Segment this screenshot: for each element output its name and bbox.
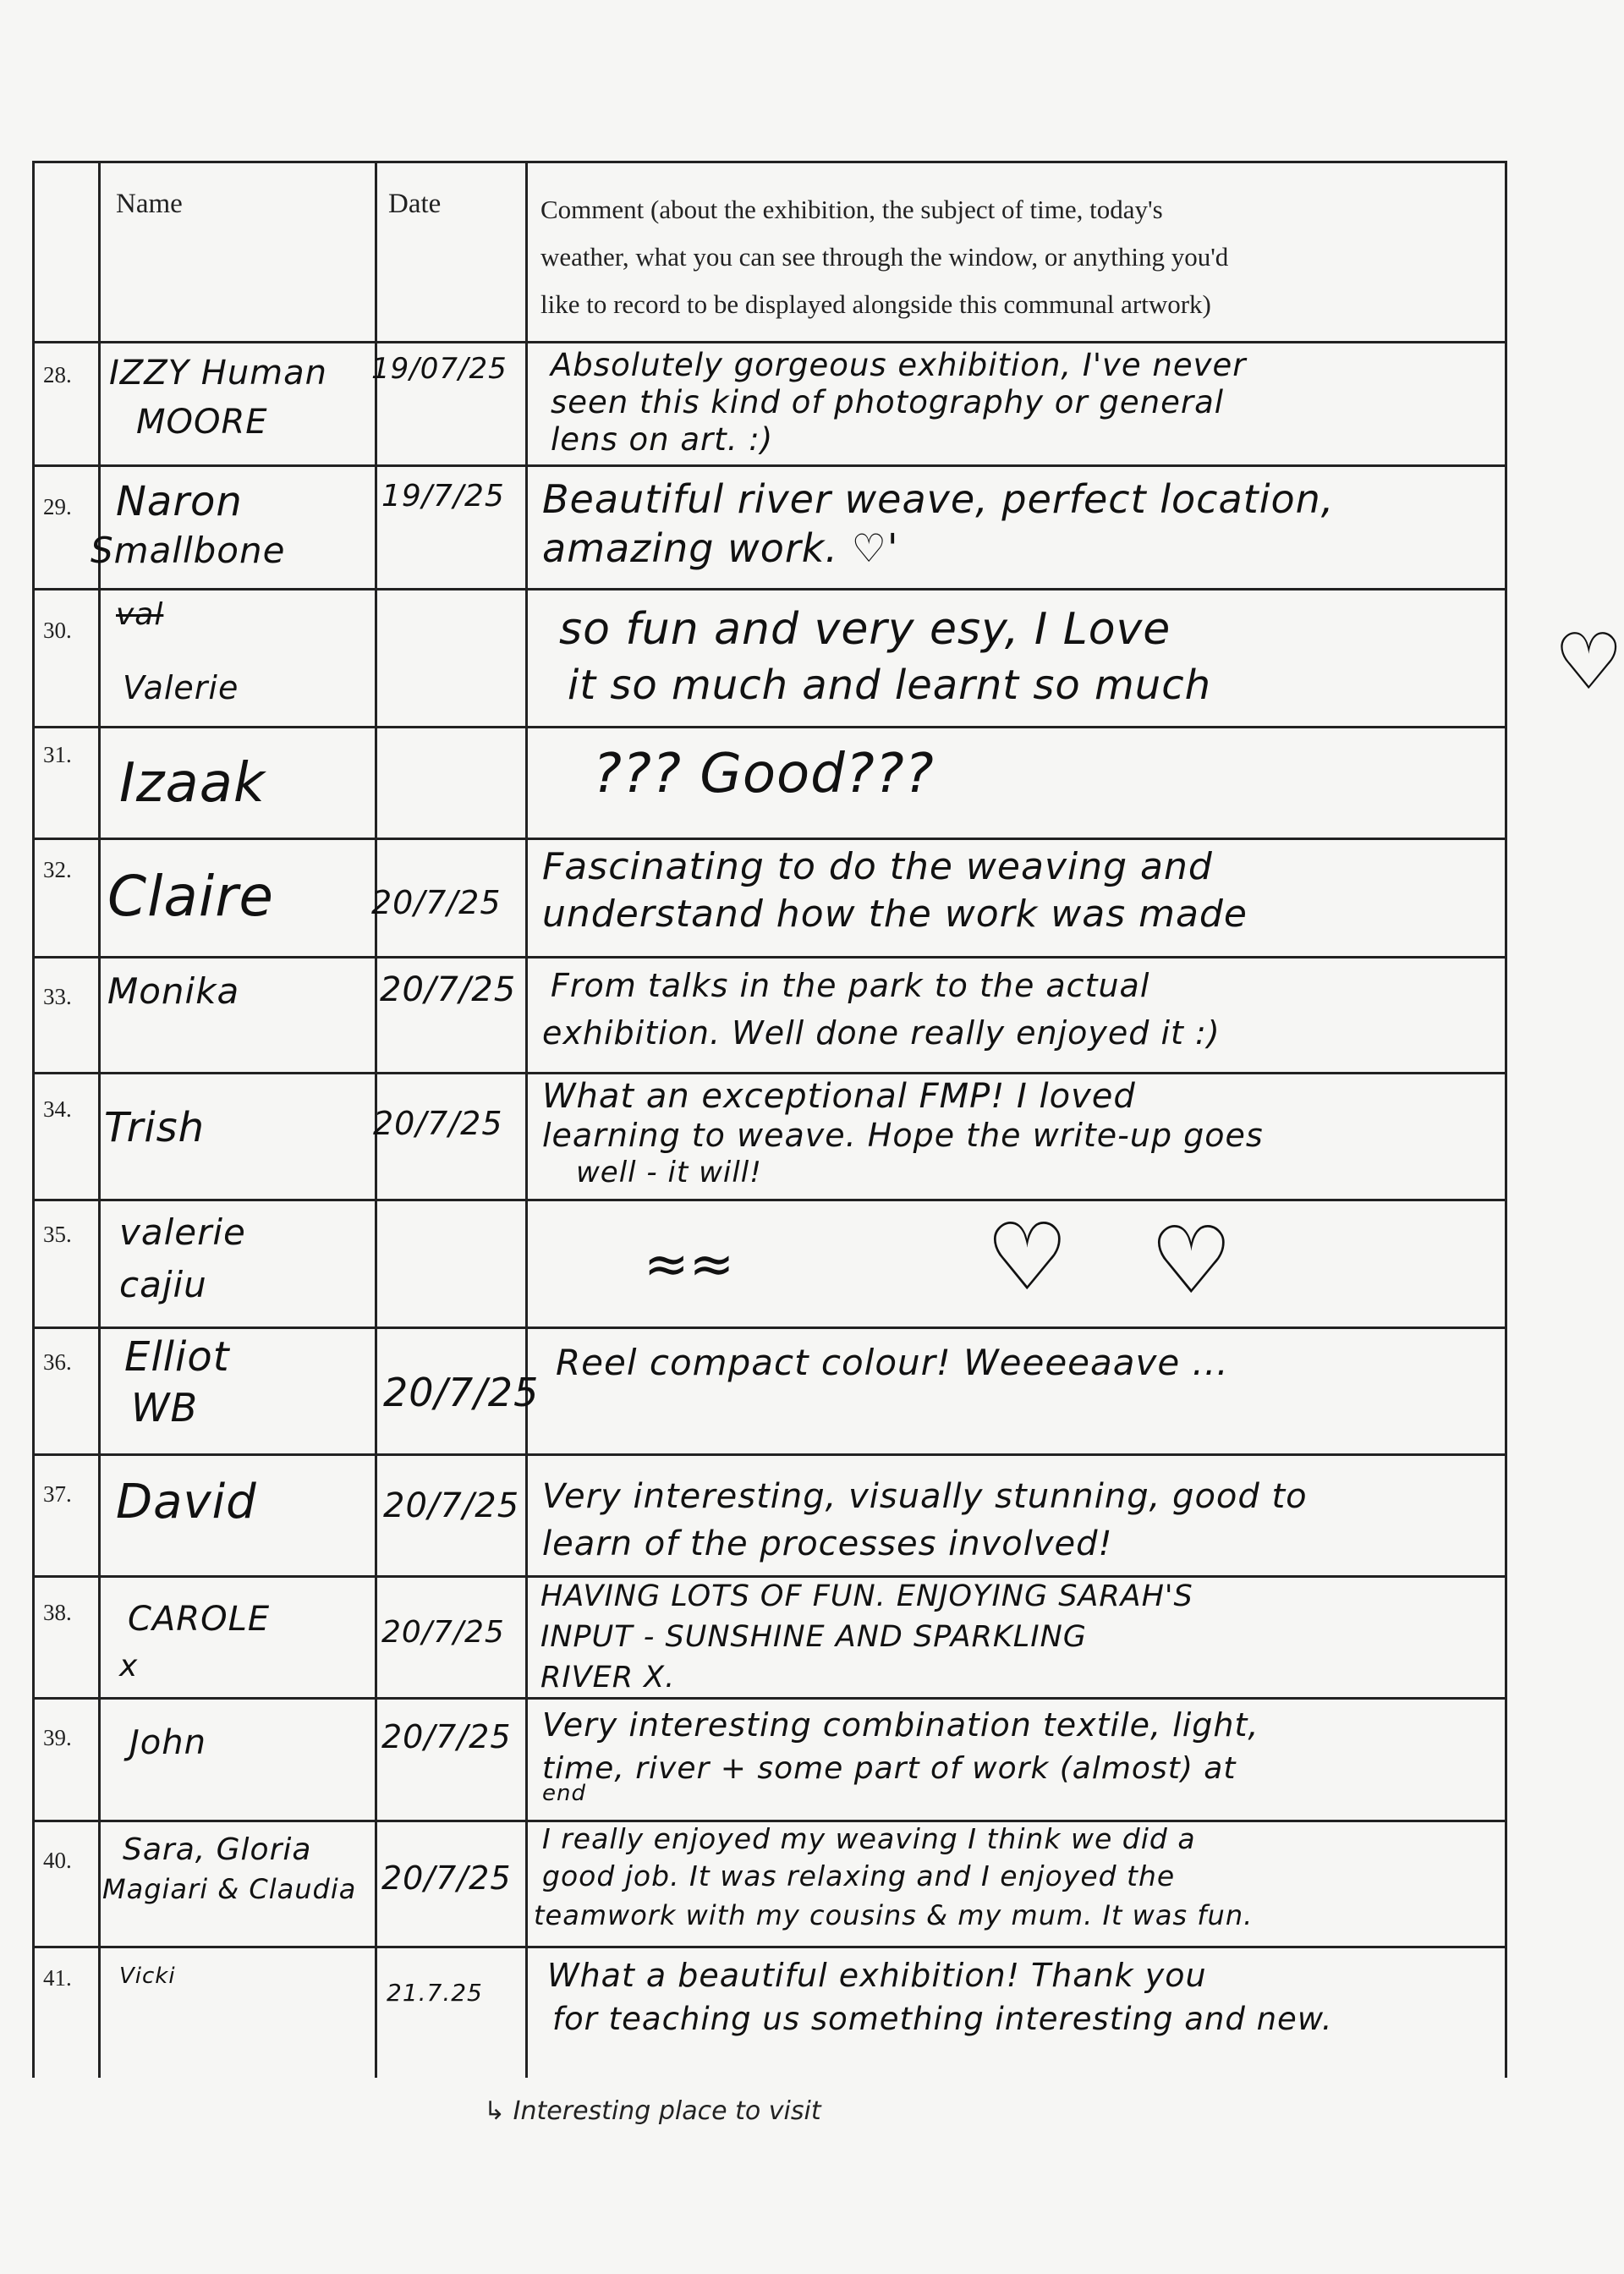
entry-comment-line-2: amazing work. ♡' xyxy=(542,525,899,571)
entry-comment-line-1: Very interesting combination textile, light, xyxy=(542,1706,1259,1744)
header-name: Name xyxy=(116,189,183,219)
table-row xyxy=(35,467,1505,590)
footnote-annotation: ↳ Interesting place to visit xyxy=(484,2096,821,2126)
row-number: 35. xyxy=(43,1222,72,1247)
entry-name-line-1: Izaak xyxy=(119,752,266,815)
row-number: 29. xyxy=(43,494,72,519)
entry-name-line-1: val xyxy=(116,597,164,632)
entry-date: 20/7/25 xyxy=(383,1370,540,1415)
entry-name-line-2: Magiari & Claudia xyxy=(102,1873,357,1905)
entry-comment-line-1: Reel compact colour! Weeeeaave ... xyxy=(556,1342,1229,1383)
entry-comment-line-1: What a beautiful exhibition! Thank you xyxy=(547,1957,1207,1994)
entry-date: 20/7/25 xyxy=(383,1486,520,1525)
entry-name-line-2: cajiu xyxy=(119,1264,207,1305)
entry-comment-line-1: Absolutely gorgeous exhibition, I've never xyxy=(551,347,1247,383)
table-row xyxy=(35,1822,1505,1948)
row-number: 31. xyxy=(43,742,72,767)
header-comment-line-2: weather, what you can see through the window, or anything you'd xyxy=(540,242,1229,272)
row-number: 37. xyxy=(43,1481,72,1507)
entry-comment-line-1: so fun and very esy, I Love xyxy=(559,604,1171,655)
entry-comment-line-2: time, river + some part of work (almost) at xyxy=(542,1751,1237,1786)
row-number: 36. xyxy=(43,1349,72,1375)
heart-doodle-icon: ♡ xyxy=(985,1203,1069,1311)
table-row xyxy=(35,1700,1505,1822)
entry-comment-line-1: I really enjoyed my weaving I think we did a xyxy=(542,1822,1196,1855)
entry-comment-line-1: What an exceptional FMP! I loved xyxy=(542,1077,1136,1116)
signature-sheet-table xyxy=(32,161,1624,2078)
table-row xyxy=(35,1578,1505,1700)
entry-comment-line-3: end xyxy=(542,1781,586,1806)
heart-doodle-icon: ♡ xyxy=(1149,1206,1233,1315)
table-row xyxy=(35,1329,1505,1456)
entry-comment-line-3: lens on art. :) xyxy=(551,421,774,458)
entry-comment-line-2: for teaching us something interesting and new. xyxy=(552,2001,1333,2037)
entry-name-line-1: Monika xyxy=(107,970,240,1012)
entry-comment-line-1: From talks in the park to the actual xyxy=(551,967,1150,1004)
row-number: 28. xyxy=(43,362,72,387)
entry-date: 19/07/25 xyxy=(371,352,508,386)
entry-date: 20/7/25 xyxy=(373,1105,503,1142)
header-comment-line-3: like to record to be displayed alongside this communal artwork) xyxy=(540,289,1211,319)
entry-comment-line-2: learning to weave. Hope the write-up goes xyxy=(542,1117,1264,1154)
table-row xyxy=(35,1074,1505,1201)
entry-name-line-2: x xyxy=(119,1649,139,1684)
entry-comment-line-2: good job. It was relaxing and I enjoyed the xyxy=(542,1859,1176,1892)
entry-comment-line-3: teamwork with my cousins & my mum. It was fun. xyxy=(534,1899,1254,1931)
entry-name-line-1: David xyxy=(116,1475,257,1530)
entry-date: 20/7/25 xyxy=(371,884,502,921)
entry-name-line-1: Elliot xyxy=(124,1333,230,1381)
entry-comment-line-1: Beautiful river weave, perfect location, xyxy=(542,476,1335,522)
entry-date: 20/7/25 xyxy=(381,1859,512,1897)
table-row xyxy=(35,1456,1505,1578)
entry-date: 19/7/25 xyxy=(381,479,505,514)
table-row xyxy=(35,590,1505,728)
table-row xyxy=(35,958,1505,1074)
header-date: Date xyxy=(388,189,442,219)
entry-date: 20/7/25 xyxy=(380,970,517,1009)
row-number: 41. xyxy=(43,1965,72,1991)
row-number: 34. xyxy=(43,1096,72,1122)
table-row xyxy=(35,343,1505,467)
row-number: 39. xyxy=(43,1725,72,1750)
entry-name-line-1: IZZY Human xyxy=(109,354,328,393)
entry-comment-line-1: HAVING LOTS OF FUN. ENJOYING SARAH'S xyxy=(540,1579,1193,1613)
entry-name-line-1: valerie xyxy=(119,1211,246,1253)
entry-name-line-2: MOORE xyxy=(136,403,268,442)
row-number: 33. xyxy=(43,984,72,1009)
entry-date: 20/7/25 xyxy=(381,1718,512,1755)
row-number: 40. xyxy=(43,1848,72,1873)
entry-name-line-2: Valerie xyxy=(123,669,239,706)
entry-comment-line-2: seen this kind of photography or general xyxy=(551,384,1225,420)
table-row xyxy=(35,1948,1505,2080)
header-row xyxy=(35,163,1505,343)
entry-comment-line-2: learn of the processes involved! xyxy=(542,1524,1113,1563)
entry-comment-line-1: ??? Good??? xyxy=(593,743,935,805)
table-row xyxy=(35,728,1505,840)
entry-comment-line-1: Very interesting, visually stunning, good to xyxy=(542,1477,1308,1516)
entry-comment-line-3: RIVER X. xyxy=(540,1661,676,1695)
row-number: 38. xyxy=(43,1600,72,1625)
entry-name-line-1: Sara, Gloria xyxy=(123,1832,312,1867)
entry-name-line-1: Claire xyxy=(107,864,274,929)
entry-comment-line-2: exhibition. Well done really enjoyed it :) xyxy=(542,1014,1221,1052)
entry-name-line-1: Trish xyxy=(104,1104,206,1151)
entry-comment-line-3: well - it will! xyxy=(576,1156,762,1189)
table-row xyxy=(35,840,1505,958)
entry-comment-line-1: Fascinating to do the weaving and xyxy=(542,845,1213,888)
table-row xyxy=(35,1201,1505,1329)
heart-doodle-icon: ♡ xyxy=(1554,617,1624,707)
entry-date: 21.7.25 xyxy=(387,1979,483,2007)
row-number: 32. xyxy=(43,857,72,882)
entry-date: 20/7/25 xyxy=(381,1615,505,1650)
snail-doodle-icon: ≈≈ xyxy=(644,1233,735,1296)
entry-comment-line-2: it so much and learnt so much xyxy=(568,662,1211,709)
entry-comment-line-2: understand how the work was made xyxy=(542,893,1248,936)
entry-name-line-2: WB xyxy=(131,1385,199,1431)
row-number: 30. xyxy=(43,618,72,643)
header-comment-line-1: Comment (about the exhibition, the subject of time, today's xyxy=(540,195,1163,224)
entry-name-line-1: CAROLE xyxy=(128,1600,271,1639)
entry-name-line-1: John xyxy=(129,1723,206,1762)
entry-name-line-1: Naron xyxy=(116,478,243,525)
entry-name-line-1: Vicki xyxy=(119,1964,176,1989)
entry-name-line-2: Smallbone xyxy=(91,530,286,571)
entry-comment-line-2: INPUT - SUNSHINE AND SPARKLING xyxy=(540,1620,1087,1654)
